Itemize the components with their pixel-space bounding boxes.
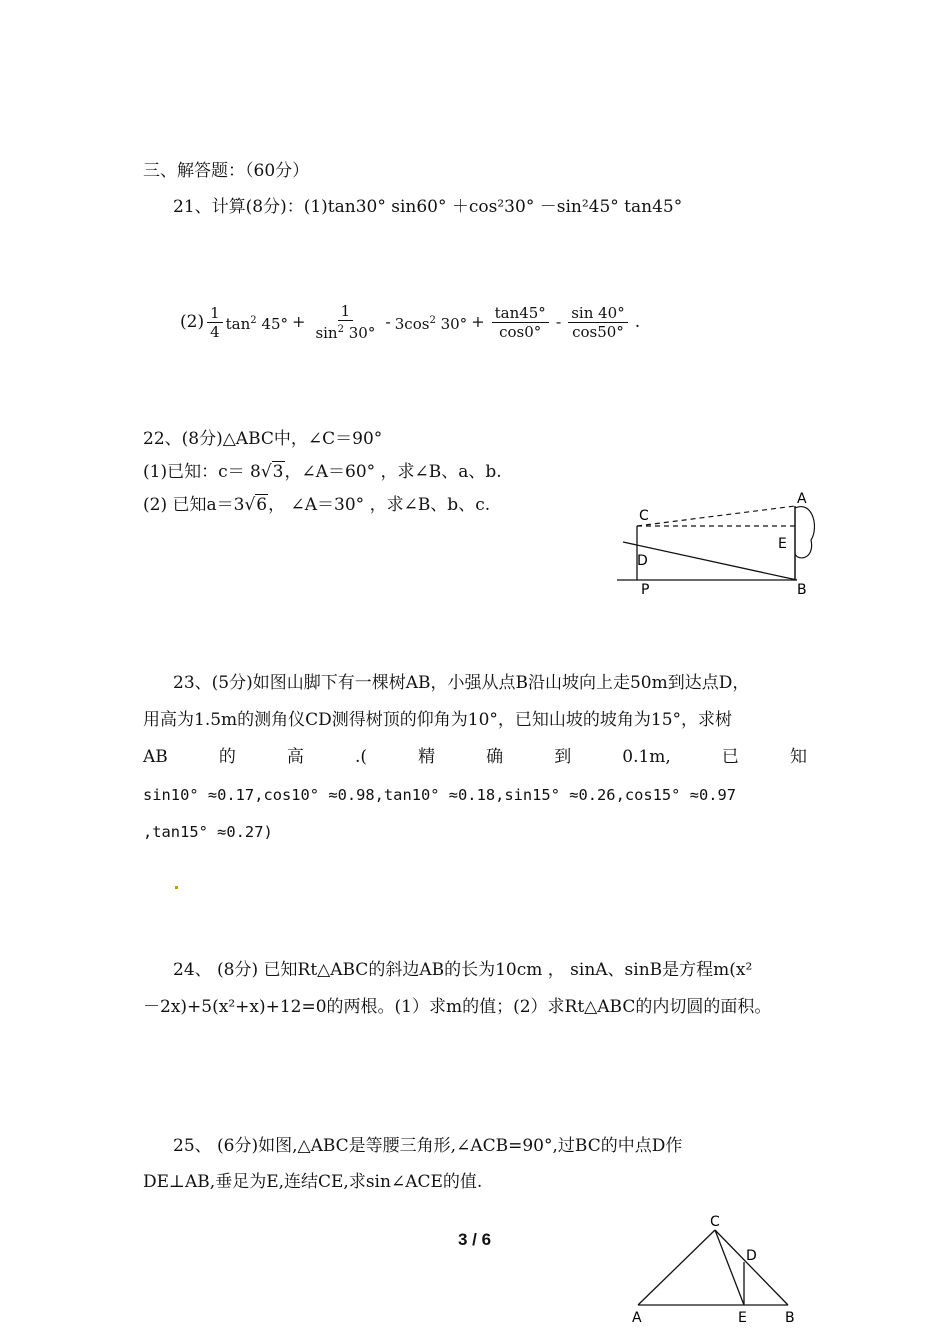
fraction-quarter: $\frac{1}{4}$ — [207, 304, 223, 341]
isosceles-triangle-figure — [628, 1212, 803, 1342]
page-number: 3 / 6 — [458, 1230, 492, 1249]
q25-line1: 25、 (6分)如图,△ABC是等腰三角形,∠ACB=90°,过BC的中点D作 — [173, 1136, 683, 1156]
q25-line2: DE⊥AB,垂足为E,连结CE,求sin∠ACE的值. — [143, 1172, 483, 1192]
q22-part2: (2) 已知a＝3√6， ∠A＝30° ，求∠B、b、c. — [143, 495, 491, 515]
q23-line2: 用高为1.5m的测角仪CD测得树顶的仰角为10°，已知山坡的坡角为15°，求树 — [143, 710, 733, 730]
term-tan2-45: $\tan^2 45^\circ$ — [225, 314, 289, 333]
segment-ce — [715, 1230, 744, 1305]
label-b: B — [797, 582, 807, 598]
term-3cos2-30: $3\cos^2$ 30° — [394, 314, 468, 333]
section-heading: 三、解答题：（60分） — [143, 161, 310, 181]
q23-line5: ,tan15° ≈0.27) — [143, 823, 273, 841]
label-b: B — [785, 1310, 795, 1326]
slope-tree-figure — [615, 488, 815, 600]
q22-part1: (1)已知：c＝ 8√3，∠A＝60° ，求∠B、a、b. — [143, 462, 502, 482]
minus-op: - — [385, 312, 391, 331]
tree-crown — [795, 507, 814, 558]
label-e: E — [738, 1310, 747, 1326]
sqrt-symbol: √ — [260, 462, 272, 482]
plus-op: + — [471, 312, 485, 331]
fraction-inv-sin2-30: $\frac{1}{\sin^2 30^\circ}$ — [315, 302, 376, 342]
q22-title: 22、(8分)△ABC中，∠C＝90° — [143, 429, 383, 449]
label-c: C — [710, 1214, 720, 1230]
plus-op: + — [292, 312, 306, 331]
q24-line1: 24、 (8分) 已知Rt△ABC的斜边AB的长为10cm ， sinA、sinB是方程m(x² — [173, 960, 753, 980]
side-cb — [715, 1230, 788, 1305]
period: . — [634, 312, 641, 332]
fraction-sin40-cos50: $\frac{\sin 40^\circ}{\cos 50^\circ}$ — [568, 304, 628, 341]
q21-part2-label: (2) — [180, 312, 205, 332]
label-a: A — [632, 1310, 642, 1326]
sqrt-symbol: √ — [244, 495, 256, 515]
label-d: D — [637, 553, 648, 569]
sight-line-ca — [637, 506, 795, 526]
q23-line4: sin10° ≈0.17,cos10° ≈0.98,tan10° ≈0.18,sin15° ≈0.26,cos15° ≈0.97 — [143, 786, 737, 804]
q23-line3: AB 的 高 .( 精 确 到 0.1m, 已 知 — [143, 747, 807, 767]
label-p: P — [641, 582, 650, 598]
q24-line2: －2x)+5(x²+x)+12=0的两根。(1）求m的值；(2）求Rt△ABC的内切圆的面积。 — [143, 997, 772, 1017]
label-c: C — [639, 508, 649, 524]
q23-line1: 23、(5分)如图山脚下有一棵树AB，小强从点B沿山坡向上走50m到达点D， — [173, 673, 750, 693]
minus-op: - — [555, 312, 562, 331]
label-e: E — [778, 536, 787, 552]
label-a: A — [797, 491, 807, 507]
q21-part2-formula — [180, 302, 640, 342]
q21-part1: 21、计算(8分)：(1)tan30° sin60° ＋cos²30° －sin²45° tan45° — [173, 197, 683, 217]
label-d: D — [746, 1248, 757, 1264]
slope-line — [623, 542, 797, 580]
fraction-tan45-cos0: $\frac{\tan 45^\circ}{\cos 0^\circ}$ — [492, 304, 549, 341]
stray-mark — [175, 886, 178, 889]
side-ac — [638, 1230, 715, 1305]
